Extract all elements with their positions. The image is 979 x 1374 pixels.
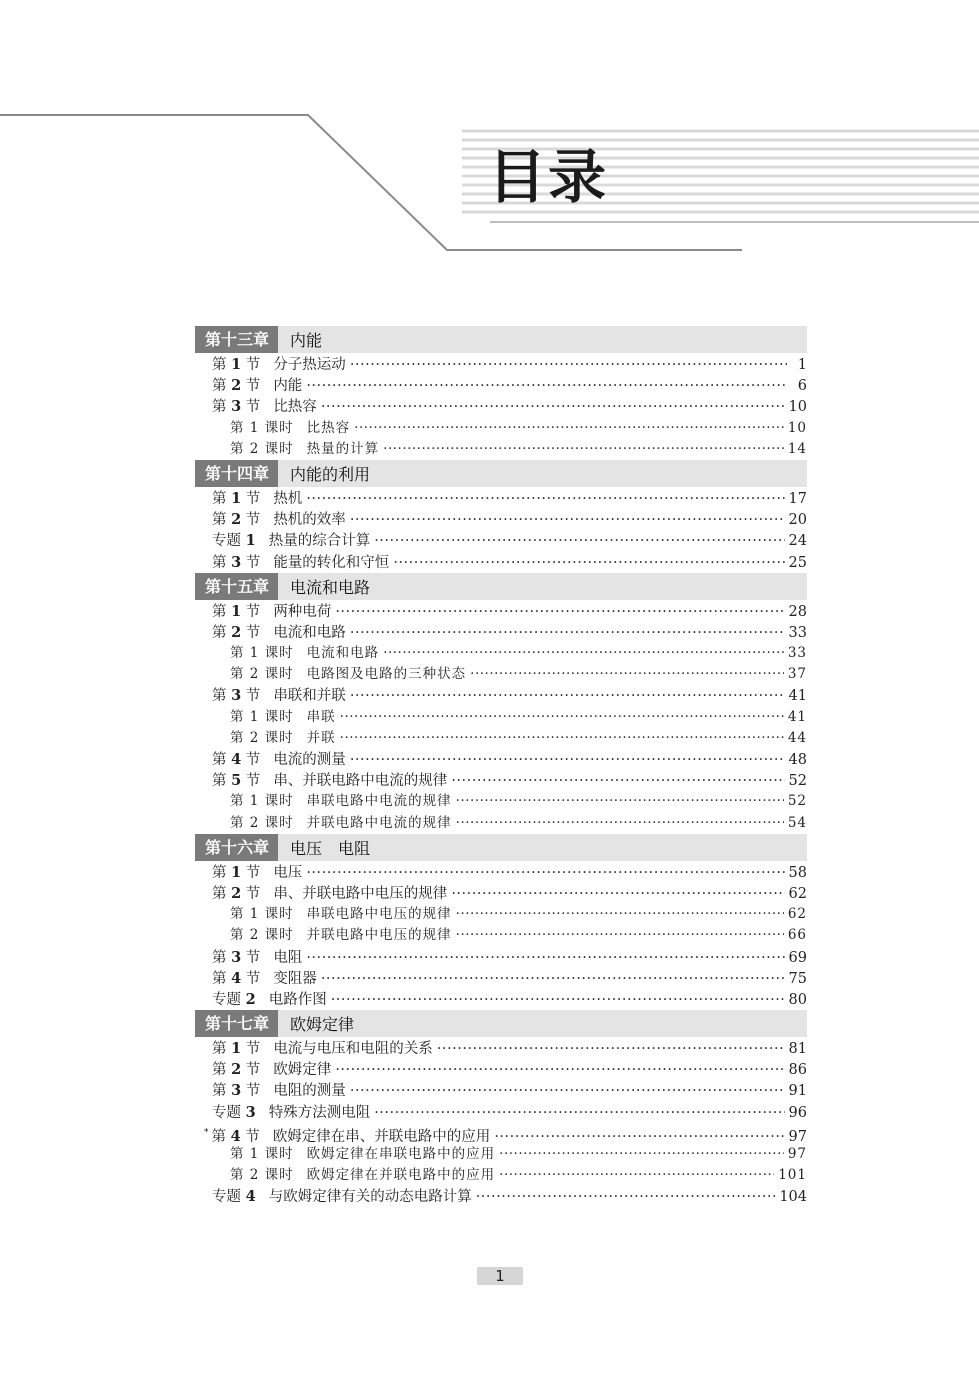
- chapter-title: 欧姆定律: [290, 1015, 355, 1035]
- chapter-title: 电流和电路: [290, 577, 371, 597]
- entry-title: 与欧姆定律有关的动态电路计算: [268, 1189, 472, 1206]
- dot-leader: [437, 1039, 785, 1060]
- entry-label: 第 3 节: [212, 687, 261, 705]
- entry-label: 第 2 课时: [230, 729, 294, 746]
- entry-page: 44: [787, 729, 807, 746]
- entry-label: 第 2 节: [212, 884, 261, 902]
- toc-section-entry[interactable]: [195, 1038, 807, 1059]
- entry-title: 并联电路中电压的规律: [306, 927, 452, 944]
- dot-leader: [383, 643, 784, 664]
- entry-label: 第 3 节: [212, 398, 261, 416]
- dot-leader: [499, 1165, 774, 1186]
- entry-label: 专题 1: [212, 532, 256, 550]
- entry-label: 第 2 节: [212, 377, 261, 395]
- entry-page: 69: [788, 949, 807, 966]
- toc-section-entry[interactable]: [195, 989, 807, 1010]
- toc-lesson-entry[interactable]: [195, 1144, 807, 1165]
- entry-title: 电流的测量: [273, 752, 346, 768]
- page-number: 1: [477, 1267, 523, 1285]
- toc-section-entry[interactable]: [195, 749, 807, 770]
- chapter-number: 第十五章: [195, 573, 278, 600]
- entry-label: 第 1 课时: [230, 419, 294, 436]
- entry-title: 串联电路中电压的规律: [306, 906, 452, 923]
- dot-leader: [350, 623, 785, 644]
- entry-page: 81: [788, 1041, 807, 1058]
- entry-page: 41: [788, 688, 807, 705]
- dot-leader: [451, 884, 784, 905]
- toc-section-entry[interactable]: [195, 530, 807, 551]
- dot-leader: [340, 728, 784, 749]
- toc-section-entry[interactable]: [195, 1123, 807, 1144]
- entry-title: 变阻器: [273, 970, 317, 987]
- dot-leader: [451, 771, 784, 792]
- entry-title: 电阻的测量: [273, 1083, 346, 1100]
- entry-page: 101: [778, 1167, 807, 1184]
- entry-label: 第 1 课时: [230, 645, 294, 662]
- entry-page: 97: [788, 1128, 807, 1145]
- header-decoration: [0, 0, 979, 260]
- dot-leader: [354, 418, 784, 439]
- header-rule: [0, 115, 742, 250]
- entry-title: 电流和电路: [273, 624, 346, 641]
- entry-title: 电路作图: [268, 991, 327, 1008]
- entry-label: 第 2 课时: [230, 814, 294, 831]
- page-title: 目录: [488, 143, 609, 211]
- dot-leader: [499, 1144, 784, 1165]
- toc-section-entry[interactable]: [195, 552, 807, 573]
- entry-page: 104: [779, 1189, 807, 1206]
- dot-leader: [321, 397, 785, 418]
- dot-leader: [335, 1060, 784, 1081]
- chapter-number: 第十七章: [195, 1010, 278, 1037]
- entry-title: 并联: [306, 729, 336, 746]
- dot-leader: [306, 863, 784, 884]
- entry-label: 第 1 课时: [230, 1146, 294, 1162]
- entry-label: 第 3 节: [212, 1082, 261, 1100]
- entry-page: 52: [787, 793, 807, 810]
- dot-leader: [374, 531, 784, 552]
- chapter-header: [195, 1010, 807, 1037]
- toc-section-entry[interactable]: [195, 1080, 807, 1101]
- dot-leader: [340, 707, 784, 728]
- toc-section-entry[interactable]: [195, 883, 807, 904]
- toc-lesson-entry[interactable]: [195, 791, 807, 812]
- optional-marker: *: [204, 1127, 209, 1138]
- entry-page: 10: [787, 419, 807, 436]
- entry-title: 串联和并联: [273, 688, 346, 705]
- toc-section-entry[interactable]: [195, 375, 807, 396]
- entry-label: 第 2 课时: [230, 666, 294, 683]
- entry-label: 第 3 节: [212, 948, 261, 966]
- toc-section-entry[interactable]: [195, 622, 807, 643]
- entry-title: 串联电路中电流的规律: [306, 793, 452, 810]
- entry-label: 第 1 课时: [230, 708, 294, 725]
- toc-section-entry[interactable]: [195, 685, 807, 706]
- chapter-header: [195, 573, 807, 600]
- entry-title: 热机的效率: [273, 512, 346, 529]
- entry-label: * 第 4 节: [204, 1127, 260, 1145]
- entry-page: 20: [788, 512, 807, 529]
- entry-page: 75: [788, 970, 807, 987]
- entry-title: 电流和电路: [306, 645, 380, 662]
- entry-label: 第 1 节: [212, 863, 261, 881]
- entry-title: 电流与电压和电阻的关系: [273, 1041, 433, 1058]
- toc-section-entry[interactable]: [195, 601, 807, 622]
- toc-lesson-entry[interactable]: [195, 643, 807, 664]
- entry-page: 96: [788, 1104, 807, 1121]
- entry-label: 第 2 节: [212, 623, 261, 641]
- entry-title: 电压: [273, 864, 303, 881]
- toc-lesson-entry[interactable]: [195, 1165, 807, 1186]
- toc-section-entry[interactable]: [195, 770, 807, 791]
- entry-page: 62: [788, 885, 807, 902]
- entry-page: 41: [787, 708, 807, 725]
- entry-title: 并联电路中电流的规律: [306, 814, 452, 831]
- entry-title: 两种电荷: [273, 603, 332, 620]
- toc-section-entry[interactable]: [195, 488, 807, 509]
- dot-leader: [456, 813, 784, 834]
- entry-title: 欧姆定律: [273, 1062, 332, 1079]
- dot-leader: [350, 686, 785, 707]
- toc-lesson-entry[interactable]: [195, 728, 807, 749]
- chapter-number: 第十三章: [195, 326, 278, 353]
- entry-title: 热量的综合计算: [268, 533, 371, 550]
- toc-lesson-entry[interactable]: [195, 925, 807, 946]
- entry-label: 第 1 课时: [230, 906, 294, 923]
- entry-label: 第 1 节: [212, 489, 261, 507]
- entry-page: 97: [787, 1146, 807, 1162]
- entry-title: 热机: [273, 490, 303, 507]
- entry-label: 第 5 节: [212, 772, 261, 790]
- chapter-header: [195, 834, 807, 861]
- entry-title: 欧姆定律在并联电路中的应用: [306, 1167, 496, 1184]
- table-of-contents: [195, 326, 807, 1208]
- dot-leader: [476, 1187, 776, 1208]
- entry-label: 第 2 课时: [230, 927, 294, 944]
- entry-title: 欧姆定律在串联电路中的应用: [306, 1146, 496, 1162]
- toc-section-entry[interactable]: [195, 1186, 807, 1207]
- toc-section-entry[interactable]: [195, 947, 807, 968]
- toc-lesson-entry[interactable]: [195, 707, 807, 728]
- toc-section-entry[interactable]: [195, 396, 807, 417]
- dot-leader: [350, 355, 787, 376]
- entry-page: 62: [787, 906, 807, 923]
- dot-leader: [456, 904, 784, 925]
- entry-page: 52: [788, 773, 807, 790]
- entry-label: 专题 4: [212, 1188, 256, 1206]
- entry-label: 第 4 节: [212, 751, 261, 768]
- dot-leader: [470, 664, 784, 685]
- entry-label: 第 2 节: [212, 511, 261, 529]
- dot-leader: [306, 489, 784, 510]
- entry-title: 电阻: [273, 949, 303, 966]
- toc-section-entry[interactable]: [195, 968, 807, 989]
- toc-lesson-entry[interactable]: [195, 664, 807, 685]
- toc-section-entry[interactable]: [195, 1102, 807, 1123]
- toc-section-entry[interactable]: [195, 1059, 807, 1080]
- entry-page: 17: [788, 490, 807, 507]
- entry-label: 专题 3: [212, 1103, 256, 1121]
- entry-label: 第 3 节: [212, 553, 261, 571]
- entry-page: 66: [787, 927, 807, 944]
- entry-label: 专题 2: [212, 990, 256, 1008]
- entry-page: 48: [788, 752, 807, 768]
- toc-lesson-entry[interactable]: [195, 418, 807, 439]
- toc-section-entry[interactable]: [195, 354, 807, 375]
- toc-lesson-entry[interactable]: [195, 813, 807, 834]
- toc-section-entry[interactable]: [195, 509, 807, 530]
- entry-title: 电路图及电路的三种状态: [306, 666, 467, 683]
- entry-label: 第 2 课时: [230, 1167, 294, 1184]
- dot-leader: [383, 439, 784, 460]
- chapter-header: [195, 326, 807, 353]
- entry-title: 串、并联电路中电压的规律: [273, 885, 448, 902]
- dot-leader: [335, 602, 784, 623]
- toc-lesson-entry[interactable]: [195, 904, 807, 925]
- toc-lesson-entry[interactable]: [195, 439, 807, 460]
- entry-page: 33: [788, 624, 807, 641]
- dot-leader: [321, 969, 785, 990]
- entry-page: 14: [787, 440, 807, 457]
- dot-leader: [350, 1081, 785, 1102]
- dot-leader: [306, 376, 787, 397]
- entry-label: 第 1 课时: [230, 793, 294, 810]
- entry-label: 第 4 节: [212, 969, 261, 987]
- entry-page: 86: [788, 1062, 807, 1079]
- dot-leader: [456, 791, 784, 812]
- entry-page: 10: [788, 399, 807, 416]
- entry-page: 24: [788, 533, 807, 550]
- entry-title: 热量的计算: [306, 440, 380, 457]
- dot-leader: [456, 925, 784, 946]
- entry-page: 91: [788, 1083, 807, 1100]
- entry-title: 比热容: [273, 399, 317, 416]
- entry-title: 能量的转化和守恒: [273, 554, 390, 571]
- entry-label: 第 1 节: [212, 356, 261, 373]
- entry-page: 6: [797, 378, 807, 395]
- entry-page: 28: [788, 603, 807, 620]
- entry-page: 1: [797, 357, 807, 373]
- chapter-header: [195, 460, 807, 487]
- dot-leader: [393, 553, 784, 574]
- entry-page: 33: [787, 645, 807, 662]
- dot-leader: [331, 990, 785, 1011]
- entry-title: 欧姆定律在串、并联电路中的应用: [272, 1128, 491, 1145]
- chapter-number: 第十六章: [195, 834, 278, 861]
- chapter-number: 第十四章: [195, 460, 278, 487]
- dot-leader: [350, 510, 785, 531]
- chapter-title: 内能的利用: [290, 464, 371, 484]
- entry-title: 串联: [306, 708, 336, 725]
- entry-label: 第 1 节: [212, 602, 261, 620]
- entry-page: 37: [787, 666, 807, 683]
- entry-page: 80: [788, 991, 807, 1008]
- dot-leader: [374, 1103, 784, 1124]
- chapter-title: 电压 电阻: [290, 838, 371, 858]
- chapter-title: 内能: [290, 331, 323, 350]
- entry-page: 54: [787, 814, 807, 831]
- entry-title: 比热容: [306, 419, 351, 436]
- entry-title: 分子热运动: [273, 357, 346, 373]
- entry-label: 第 2 课时: [230, 440, 294, 457]
- entry-page: 58: [788, 864, 807, 881]
- dot-leader: [306, 948, 784, 969]
- entry-label: 第 2 节: [212, 1061, 261, 1079]
- entry-title: 内能: [273, 378, 303, 395]
- dot-leader: [350, 750, 785, 771]
- entry-title: 特殊方法测电阻: [268, 1104, 371, 1121]
- entry-label: 第 1 节: [212, 1040, 261, 1058]
- toc-section-entry[interactable]: [195, 862, 807, 883]
- entry-title: 串、并联电路中电流的规律: [273, 773, 448, 790]
- entry-page: 25: [788, 554, 807, 571]
